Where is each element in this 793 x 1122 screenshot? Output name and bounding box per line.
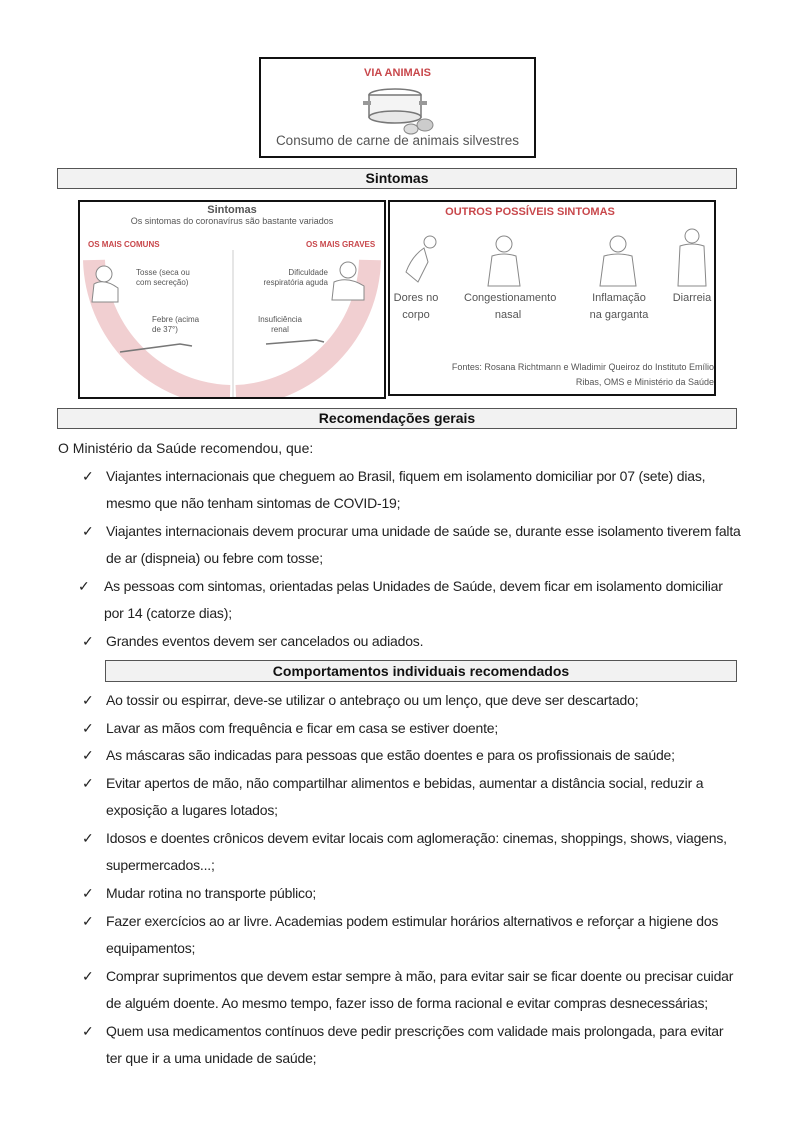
section-header-recomendacoes: Recomendações gerais (57, 408, 737, 429)
symptoms-title: Sintomas (207, 204, 257, 216)
check-icon: ✓ (82, 775, 94, 791)
check-icon: ✓ (82, 968, 94, 984)
check-icon: ✓ (82, 633, 94, 649)
list-item: Grandes eventos devem ser cancelados ou adiados. (106, 633, 424, 649)
tosse-label: Tosse (seca ou com secreção) (136, 268, 190, 287)
list-item: Idosos e doentes crônicos devem evitar locais com aglomeração: cinemas, shoppings, shows, viagens, supermercados...; (106, 830, 727, 873)
check-icon: ✓ (82, 747, 94, 763)
list-item: Fazer exercícios ao ar livre. Academias podem estimular horários alternativos e reforçar a higiene dos equipamentos; (106, 913, 719, 956)
febre-label: Febre (acima de 37°) (152, 315, 200, 334)
other-symptom-label: Inflamação na garganta (589, 292, 649, 321)
severe-label: OS MAIS GRAVES (306, 240, 376, 249)
symptoms-subtitle: Os sintomas do coronavírus são bastante variados (130, 216, 334, 226)
via-animais-caption: Consumo de carne de animais silvestres (275, 133, 520, 148)
list-item: As pessoas com sintomas, orientadas pelas Unidades de Saúde, devem ficar em isolamento domiciliar por 14 (catorze dias); (104, 578, 723, 621)
section-header-sintomas: Sintomas (57, 168, 737, 189)
check-icon: ✓ (82, 1023, 94, 1039)
list-item: Viajantes internacionais que cheguem ao Brasil, fiquem em isolamento domiciliar por 07 (sete) dias, mesmo que não tenham sintomas de COVID-19; (106, 468, 706, 511)
common-label: OS MAIS COMUNS (88, 240, 160, 249)
list-item: Viajantes internacionais devem procurar uma unidade de saúde se, durante esse isolamento tiverem falta de ar (dispneia) ou febre com tosse; (106, 523, 741, 566)
other-symptoms-figure (388, 200, 716, 396)
list-item: Quem usa medicamentos contínuos deve pedir prescrições com validade mais prolongada, para evitar ter que ir a uma unidade de saúde; (106, 1023, 724, 1066)
check-icon: ✓ (82, 720, 94, 736)
sore-throat-figure-icon (594, 232, 644, 288)
list-item: Mudar rotina no transporte público; (106, 885, 317, 901)
via-animais-title: VIA ANIMAIS (363, 67, 432, 79)
insuficiencia-label: Insuficiência renal (257, 315, 303, 334)
dificuldade-label: Dificuldade respiratória aguda (263, 268, 328, 287)
nasal-congestion-figure-icon (480, 232, 530, 288)
check-icon: ✓ (82, 913, 94, 929)
other-symptoms-title: OUTROS POSSÍVEIS SINTOMAS (445, 206, 615, 218)
check-icon: ✓ (82, 523, 94, 539)
symptoms-source: Fontes: Rosana Richtmann e Wladimir Queiroz do Instituto Emílio Ribas, OMS e Ministério da Saúde (451, 362, 714, 387)
cooking-pot-icon (361, 81, 441, 137)
symptoms-common-severe-figure (78, 200, 386, 399)
list-item: Ao tossir ou espirrar, deve-se utilizar o antebraço ou um lenço, que deve ser descartado; (106, 692, 639, 708)
check-icon: ✓ (82, 885, 94, 901)
list-item: Comprar suprimentos que devem estar sempre à mão, para evitar sair se ficar doente ou precisar cuidar de alguém doente. Ao mesmo tempo, fazer isso de forma racional e evitar compras desnecessárias; (106, 968, 734, 1011)
section-header-comportamentos: Comportamentos individuais recomendados (105, 660, 737, 682)
other-symptom-label: Congestionamento nasal (464, 292, 557, 321)
intro-text: O Ministério da Saúde recomendou, que: (58, 440, 314, 456)
check-icon: ✓ (78, 578, 90, 594)
via-animais-figure (259, 57, 536, 158)
other-symptom-label: Diarreia (672, 292, 712, 304)
diarrhea-figure-icon (670, 226, 714, 288)
list-item: Lavar as mãos com frequência e ficar em casa se estiver doente; (106, 720, 499, 736)
list-item: As máscaras são indicadas para pessoas que estão doentes e para os profissionais de saúde; (106, 747, 675, 763)
other-symptom-label: Dores no corpo (393, 292, 439, 321)
check-icon: ✓ (82, 692, 94, 708)
body-pain-figure-icon (394, 232, 444, 288)
list-item: Evitar apertos de mão, não compartilhar alimentos e bebidas, aumentar a distância social, reduzir a exposição a lugares lotados; (106, 775, 704, 818)
check-icon: ✓ (82, 468, 94, 484)
check-icon: ✓ (82, 830, 94, 846)
symptoms-arc-graphic (80, 250, 384, 397)
